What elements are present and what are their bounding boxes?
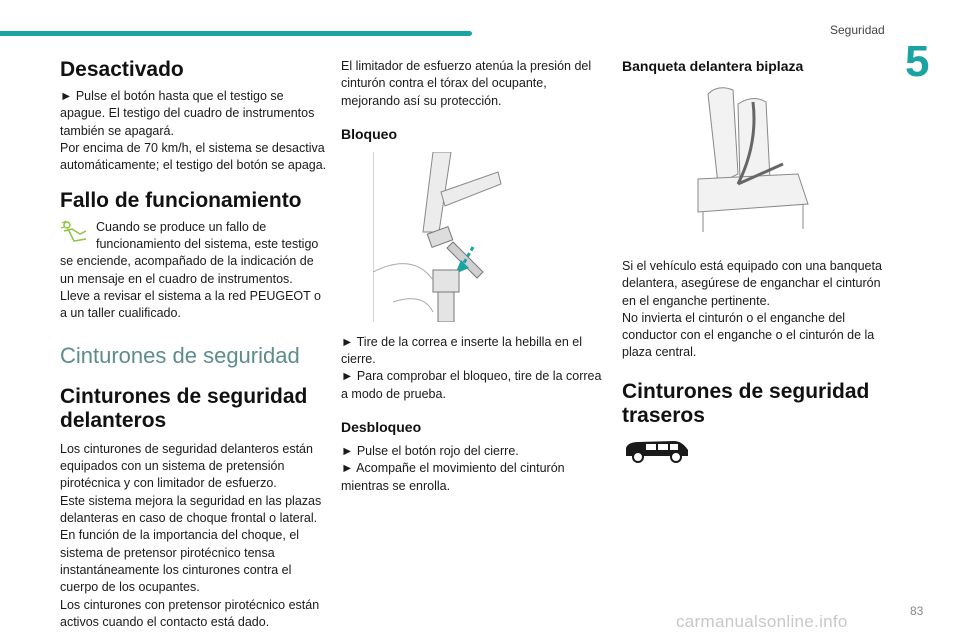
chapter-number: 5 bbox=[905, 37, 930, 86]
column-3 bbox=[622, 58, 882, 464]
section-title-cinturones: Cinturones de seguridad bbox=[60, 342, 300, 368]
heading-bloqueo: Bloqueo bbox=[341, 125, 397, 142]
desactivado-text-2: Por encima de 70 km/h, el sistema se desactiva automáticamente; el testigo del botón se apaga. bbox=[60, 141, 327, 173]
column-1 bbox=[60, 58, 328, 631]
buckle-illustration bbox=[373, 152, 503, 322]
column-2 bbox=[341, 58, 603, 495]
heading-desactivado: Desactivado bbox=[60, 58, 184, 81]
fallo-block bbox=[60, 219, 328, 323]
heading-desbloqueo: Desbloqueo bbox=[341, 419, 422, 436]
heading-delanteros: Cinturones de seguridad delanteros bbox=[60, 384, 308, 432]
bloqueo-step-1: ► Tire de la correa e inserte la hebilla en el cierre. bbox=[341, 334, 582, 367]
bench-seat-illustration bbox=[678, 84, 818, 234]
header-accent-bar bbox=[0, 31, 472, 36]
desbloqueo-step-2: ► Acompañe el movimiento del cinturón mientras se enrolla. bbox=[341, 461, 565, 493]
delanteros-text-3: Los cinturones con pretensor pirotécnico están activos cuando el contacto está dado. bbox=[60, 597, 320, 629]
delanteros-text-2: Este sistema mejora la seguridad en las plazas delanteras en caso de choque frontal o lateral. En función de la importancia del choque, el sistema de pretensor pirotécnico tensa instantáneamente los cinturones contra el cuerpo de los ocupantes. bbox=[60, 493, 322, 595]
section-header: Seguridad bbox=[830, 23, 885, 37]
desbloqueo-step-1: ► Pulse el botón rojo del cierre. bbox=[341, 444, 519, 459]
heading-traseros: Cinturones de seguridad traseros bbox=[622, 379, 870, 427]
desactivado-text: ► Pulse el botón hasta que el testigo se apague. El testigo del cuadro de instrumentos también se apagará. bbox=[60, 89, 315, 138]
watermark: carmanualsonline.info bbox=[676, 612, 848, 631]
van-icon bbox=[622, 438, 692, 464]
banqueta-text-2: No invierta el cinturón o el enganche del conductor con el enganche o el cinturón de la plaza central. bbox=[622, 310, 875, 360]
page-number: 83 bbox=[910, 604, 924, 618]
heading-banqueta: Banqueta delantera biplaza bbox=[622, 58, 804, 74]
fallo-text-2: Lleve a revisar el sistema a la red PEUGEOT o a un taller cualificado. bbox=[60, 288, 321, 321]
limitador-text: El limitador de esfuerzo atenúa la presión del cinturón contra el tórax del ocupante, mejorando así su protección. bbox=[341, 59, 592, 108]
banqueta-text: Si el vehículo está equipado con una banqueta delantera, asegúrese de enganchar el cinturón en el enganche pertinente. bbox=[622, 259, 882, 308]
bloqueo-step-2: ► Para comprobar el bloqueo, tire de la correa a modo de prueba. bbox=[341, 369, 602, 401]
seatbelt-warning-icon bbox=[60, 219, 92, 245]
heading-fallo: Fallo de funcionamiento bbox=[60, 188, 302, 212]
delanteros-text: Los cinturones de seguridad delanteros están equipados con un sistema de pretensión pirotécnica y con limitador de esfuerzo. bbox=[60, 441, 313, 491]
fallo-text: Cuando se produce un fallo de funcionamiento del sistema, este testigo se enciende, acompañado de la indicación de un mensaje en el cuadro de instrumentos. bbox=[60, 219, 319, 286]
